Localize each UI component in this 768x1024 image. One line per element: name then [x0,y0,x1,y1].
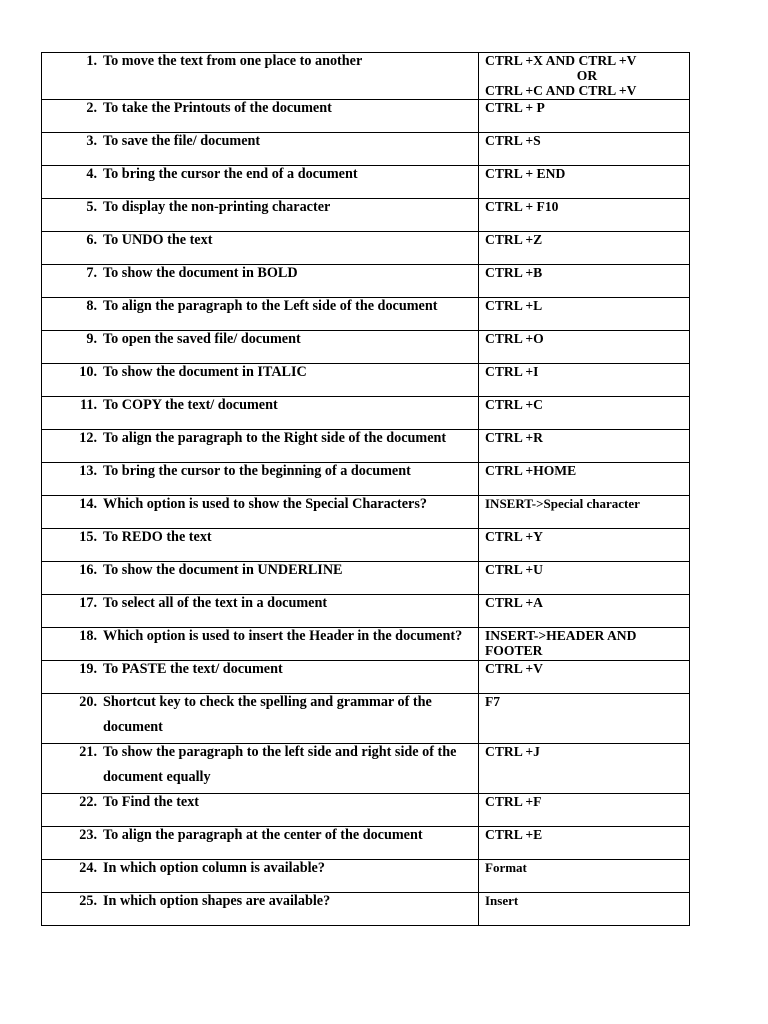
table-row [42,232,690,265]
question-cell [42,529,479,562]
shortcut-cell [479,265,690,298]
question-cell [42,430,479,463]
question-cell [42,331,479,364]
question-text: In which option shapes are available? [103,893,331,909]
shortcut-cell [479,298,690,331]
shortcut-cell [479,694,690,744]
shortcut-cell [479,100,690,133]
question-cell [42,166,479,199]
table-row [42,331,690,364]
table-row [42,529,690,562]
row-number: 22. [79,794,97,810]
table-row [42,595,690,628]
table-row [42,100,690,133]
table-row [42,827,690,860]
table-row [42,364,690,397]
shortcut-text: OR [576,68,598,83]
row-number: 24. [79,860,97,876]
question-text: To Find the text [103,794,200,810]
question-text: Which option is used to insert the Header in the document? [103,628,463,644]
question-cell [42,496,479,529]
table-row [42,463,690,496]
row-number: 4. [86,166,97,182]
question-text: To COPY the text/ document [103,397,278,413]
shortcut-text: CTRL + F10 [485,199,559,214]
shortcut-cell [479,166,690,199]
question-cell [42,133,479,166]
table-row [42,562,690,595]
table-row [42,893,690,926]
question-cell [42,628,479,661]
row-number: 10. [79,364,97,380]
shortcut-text: CTRL +C [485,397,543,412]
shortcut-cell [479,628,690,661]
table-row [42,628,690,661]
table-row [42,199,690,232]
question-cell [42,100,479,133]
shortcut-text: Format [485,860,527,875]
table-row [42,430,690,463]
table-row [42,298,690,331]
shortcut-text: F7 [485,694,501,709]
question-cell [42,827,479,860]
row-number: 13. [79,463,97,479]
row-number: 19. [79,661,97,677]
shortcut-cell [479,794,690,827]
shortcut-cell [479,529,690,562]
shortcut-cell [479,496,690,529]
question-cell [42,199,479,232]
shortcut-cell [479,562,690,595]
question-text: To bring the cursor to the beginning of a document [103,463,411,479]
shortcut-cell [479,53,690,100]
row-number: 3. [86,133,97,149]
shortcut-text: CTRL +V [485,661,543,676]
row-number: 11. [80,397,97,413]
row-number: 17. [79,595,97,611]
question-text: To align the paragraph at the center of the document [103,827,423,843]
question-text: To bring the cursor the end of a document [103,166,358,182]
table-row [42,53,690,100]
shortcut-text: CTRL + P [485,100,545,115]
row-number: 9. [86,331,97,347]
question-cell [42,661,479,694]
shortcut-text: CTRL +L [485,298,543,313]
shortcut-text: CTRL +F [485,794,542,809]
table-row [42,794,690,827]
shortcut-text: CTRL +U [485,562,543,577]
shortcut-cell [479,430,690,463]
shortcut-text: CTRL +C AND CTRL +V [485,83,637,98]
question-text: To REDO the text [103,529,212,545]
row-number: 12. [79,430,97,446]
shortcut-cell [479,133,690,166]
row-number: 20. [79,694,97,710]
question-cell [42,893,479,926]
table-row [42,397,690,430]
shortcut-cell [479,199,690,232]
row-number: 2. [86,100,97,116]
question-cell [42,794,479,827]
shortcut-cell [479,397,690,430]
shortcut-text: CTRL +I [485,364,539,379]
question-cell [42,298,479,331]
shortcut-cell [479,331,690,364]
shortcut-text: CTRL +HOME [485,463,577,478]
row-number: 7. [86,265,97,281]
shortcut-text: CTRL +R [485,430,543,445]
question-text: In which option column is available? [103,860,325,876]
question-cell [42,562,479,595]
question-text: To UNDO the text [103,232,213,248]
shortcut-cell [479,744,690,794]
question-text: To show the document in ITALIC [103,364,307,380]
question-cell [42,397,479,430]
question-cell [42,232,479,265]
shortcut-text: INSERT->Special character [485,496,640,511]
table-row [42,661,690,694]
question-text: To select all of the text in a document [103,595,328,611]
row-number: 23. [79,827,97,843]
question-text: To align the paragraph to the Left side of the document [103,298,438,314]
table-row [42,133,690,166]
row-number: 16. [79,562,97,578]
question-text: To move the text from one place to another [103,53,363,69]
shortcut-table [41,52,690,926]
row-number: 25. [79,893,97,909]
row-number: 8. [86,298,97,314]
question-cell [42,595,479,628]
table-row [42,166,690,199]
question-cell [42,53,479,100]
shortcut-cell [479,364,690,397]
question-text: To show the paragraph to the left side and right side of the document equally [103,744,457,785]
shortcut-text: CTRL +J [485,744,540,759]
row-number: 18. [79,628,97,644]
question-text: Shortcut key to check the spelling and grammar of the document [103,694,432,735]
question-cell [42,744,479,794]
shortcut-text: CTRL +S [485,133,541,148]
row-number: 15. [79,529,97,545]
shortcut-text: Insert [485,893,519,908]
shortcut-table-body [42,53,690,926]
question-text: To show the document in BOLD [103,265,298,281]
question-text: To take the Printouts of the document [103,100,332,116]
table-row [42,694,690,744]
shortcut-text: CTRL +B [485,265,543,280]
question-cell [42,860,479,893]
shortcut-text: CTRL + END [485,166,566,181]
question-cell [42,463,479,496]
row-number: 14. [79,496,97,512]
question-cell [42,364,479,397]
table-row [42,860,690,893]
shortcut-cell [479,827,690,860]
shortcut-text: FOOTER [485,643,543,658]
shortcut-text: INSERT->HEADER AND [485,628,637,643]
table-row [42,744,690,794]
shortcut-text: CTRL +X AND CTRL +V [485,53,637,68]
shortcut-cell [479,661,690,694]
shortcut-text: CTRL +E [485,827,543,842]
question-text: To save the file/ document [103,133,261,149]
question-text: Which option is used to show the Special Characters? [103,496,427,512]
shortcut-text: CTRL +Y [485,529,543,544]
shortcut-cell [479,893,690,926]
question-text: To align the paragraph to the Right side of the document [103,430,447,446]
shortcut-cell [479,595,690,628]
shortcut-text: CTRL +O [485,331,544,346]
question-text: To display the non-printing character [103,199,331,215]
row-number: 5. [86,199,97,215]
question-text: To show the document in UNDERLINE [103,562,343,578]
question-cell [42,265,479,298]
shortcut-cell [479,860,690,893]
row-number: 6. [86,232,97,248]
question-text: To open the saved file/ document [103,331,301,347]
shortcut-text: CTRL +Z [485,232,543,247]
shortcut-cell [479,232,690,265]
shortcut-text: CTRL +A [485,595,543,610]
table-row [42,496,690,529]
question-text: To PASTE the text/ document [103,661,283,677]
row-number: 1. [86,53,97,69]
row-number: 21. [79,744,97,760]
question-cell [42,694,479,744]
shortcut-cell [479,463,690,496]
table-row [42,265,690,298]
